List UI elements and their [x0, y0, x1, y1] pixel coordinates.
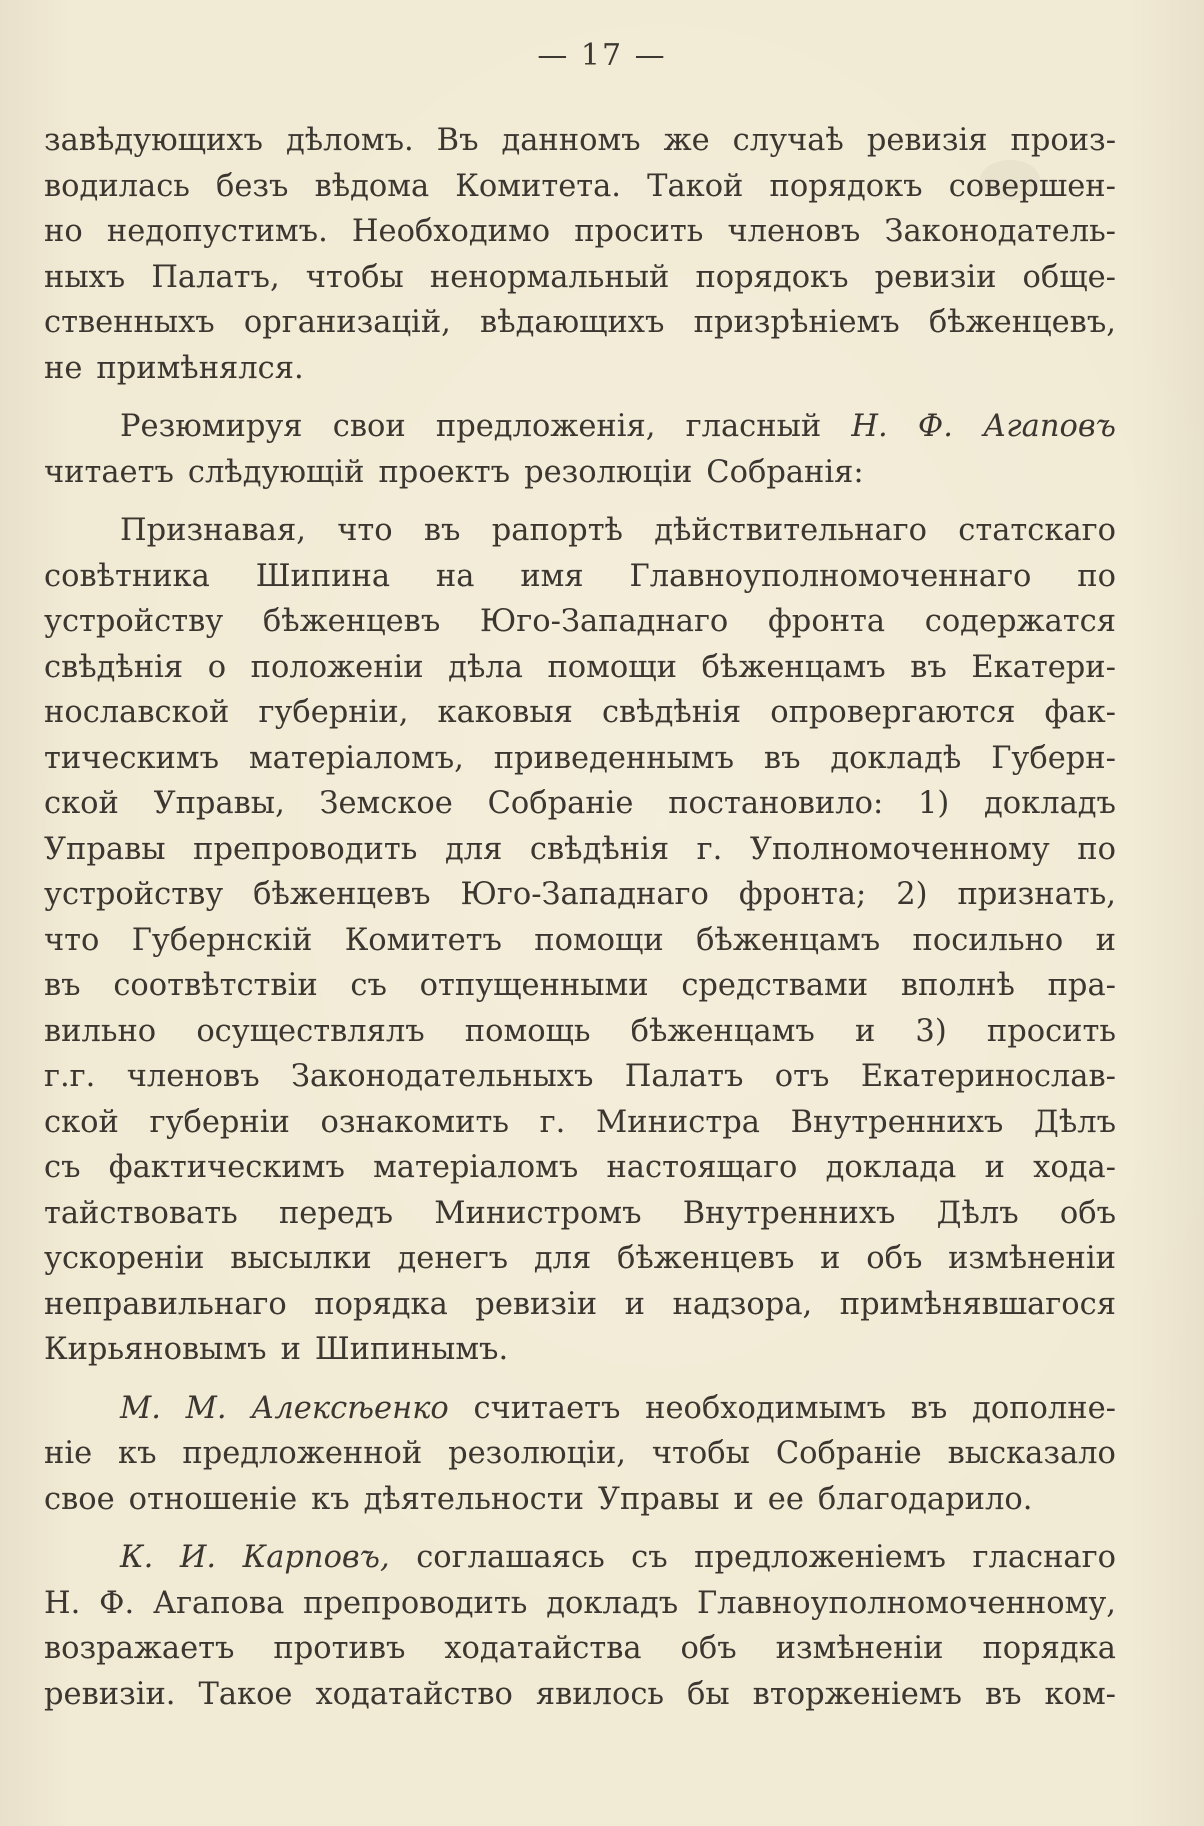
word: ее [767, 1481, 804, 1517]
word: Юго-Западнаго [460, 877, 709, 912]
word: имя [520, 558, 584, 594]
word: фронта; [738, 877, 867, 912]
speaker-name-word: Алексѣенко [251, 1390, 449, 1426]
word: по [1077, 558, 1116, 594]
word: что [44, 922, 100, 958]
word: губерніи [149, 1104, 290, 1140]
word: съ [350, 968, 387, 1003]
word: объ [866, 1241, 923, 1276]
text-line [44, 346, 1116, 392]
word: Екатери- [971, 649, 1116, 685]
text-line [44, 209, 1116, 255]
word: Кирьяновымъ [44, 1332, 267, 1367]
word: и [733, 1481, 754, 1517]
speaker-name-word: К. [120, 1540, 154, 1575]
word: соглашаясь [416, 1540, 605, 1575]
word: отпущенными [419, 968, 649, 1003]
word: ходатайство [315, 1676, 513, 1712]
word: Министра [596, 1104, 760, 1140]
word: дополне- [972, 1390, 1116, 1426]
word: Такой [647, 168, 744, 204]
word: положеніи [250, 649, 424, 685]
word: бѣженцевъ [253, 877, 431, 912]
word: высылки [230, 1241, 372, 1276]
word: средствами [681, 968, 869, 1003]
speaker-name-word: Н. [851, 409, 888, 444]
word: ственныхъ [44, 305, 215, 340]
text-line [44, 255, 1116, 301]
word: г.г. [44, 1059, 96, 1094]
word: препроводить [193, 831, 418, 867]
word: Дѣлъ [1034, 1104, 1116, 1140]
word: совершен- [948, 168, 1116, 204]
word: Уполномоченному [749, 831, 1050, 867]
text-line [44, 690, 1116, 736]
word: благодарило. [817, 1481, 1033, 1517]
word: опровергаются [770, 695, 1016, 730]
text-line [44, 118, 1116, 164]
word: въ [423, 513, 461, 548]
word: соотвѣтствіи [113, 968, 318, 1003]
word: ревизіи [475, 1286, 598, 1322]
text-line [44, 872, 1116, 918]
word: 2) [896, 877, 928, 912]
text-line [44, 1477, 1116, 1523]
text-line [44, 1431, 1116, 1477]
word: объ [1059, 1195, 1116, 1231]
word: Законодательныхъ [291, 1059, 594, 1094]
word: дѣятельности [363, 1481, 584, 1517]
word: Внутреннихъ [790, 1104, 1004, 1140]
text-line [44, 1327, 1116, 1373]
word: Юго-Западнаго [479, 604, 729, 639]
word: чтобы [651, 1436, 750, 1471]
word: признать, [957, 877, 1116, 912]
word: Резюмируя [120, 409, 303, 444]
word: ревизіи [874, 259, 997, 295]
word: Главноуполномоченнаго [629, 558, 1032, 594]
word: Законодатель- [884, 214, 1116, 249]
word: надзора, [672, 1286, 813, 1322]
word: ныхъ [44, 259, 126, 295]
text-line [44, 554, 1116, 600]
word: фактическимъ [108, 1150, 345, 1185]
word: Необходимо [351, 214, 551, 249]
word: рапортѣ [491, 513, 623, 548]
speaker-name-word: Карповъ, [242, 1540, 390, 1575]
word: обще- [1022, 259, 1116, 295]
word: свѣдѣнія [529, 831, 670, 867]
word: бѣженцамъ [696, 922, 881, 958]
word: Управы, [153, 786, 285, 821]
word: бы [687, 1676, 730, 1712]
word: недопустимъ. [106, 214, 328, 249]
word: предложеніемъ [694, 1540, 946, 1575]
paragraph-gap [44, 495, 1116, 508]
word: свое [44, 1481, 115, 1517]
word: порядокъ [695, 259, 849, 295]
text-line [44, 1386, 1116, 1432]
word: членовъ [727, 214, 861, 249]
word: Дѣлъ [936, 1195, 1019, 1231]
word: каковыя [437, 695, 573, 730]
word: вторженіемъ [752, 1676, 962, 1712]
word: о [207, 649, 227, 685]
word: докладъ [546, 1585, 679, 1621]
word: ской [44, 786, 119, 821]
word: пра- [1047, 968, 1116, 1003]
word: бѣженцамъ [630, 1013, 815, 1049]
word: по [1077, 831, 1116, 867]
word: и [1095, 922, 1116, 958]
word: Ф. [99, 1585, 135, 1621]
word: хода- [1033, 1150, 1116, 1185]
word: Собранія: [706, 454, 864, 490]
word: объ [680, 1631, 737, 1666]
text-line [44, 450, 1116, 496]
word: въ [44, 968, 81, 1003]
text-line [44, 918, 1116, 964]
word: свѣдѣнія [601, 695, 742, 730]
word: организацій, [243, 305, 451, 340]
word: и [984, 1150, 1005, 1185]
word: примѣнялся. [96, 350, 304, 386]
word: свои [332, 409, 406, 444]
word: ускореніи [44, 1241, 205, 1276]
word: Агапова [152, 1585, 285, 1621]
word: содержатся [924, 604, 1116, 639]
word: Министромъ [434, 1195, 642, 1231]
word: нославской [44, 695, 230, 730]
word: и [854, 1013, 876, 1049]
speaker-name-word: М. [185, 1390, 227, 1426]
word: Въ [436, 123, 479, 158]
word: фак- [1044, 695, 1116, 730]
word: помощи [547, 649, 677, 685]
speaker-name-word: Ф. [917, 409, 953, 444]
word: денегъ [397, 1241, 509, 1276]
word: устройству [44, 877, 224, 912]
word: ознакомить [320, 1104, 509, 1140]
word: ходатайства [444, 1631, 642, 1666]
text-line [44, 1100, 1116, 1146]
word: помощи [534, 922, 664, 958]
word: настоящаго [606, 1150, 798, 1185]
text-line [44, 645, 1116, 691]
word: гласный [685, 409, 822, 444]
word: 3) [915, 1013, 947, 1049]
word: и [820, 1241, 841, 1276]
speaker-name-word: М. [120, 1390, 161, 1426]
word: Земское [319, 786, 453, 821]
word: Собраніе [775, 1436, 922, 1471]
word: измѣненіи [775, 1631, 944, 1666]
word: призрѣніемъ [693, 305, 900, 340]
word: къ [311, 1481, 350, 1517]
text-line [44, 1626, 1116, 1672]
word: просить [986, 1013, 1116, 1049]
word: Шипинымъ. [314, 1332, 509, 1367]
word: слѣдующій [187, 454, 365, 490]
word: препроводить [303, 1585, 528, 1621]
word: Екатеринослав- [860, 1059, 1116, 1094]
text-line [44, 827, 1116, 873]
word: отъ [774, 1059, 830, 1094]
word: Собраніе [487, 786, 634, 821]
word: помощь [464, 1013, 591, 1049]
word: въ [910, 649, 947, 685]
word: гласнаго [972, 1540, 1116, 1575]
word: къ [118, 1436, 157, 1471]
word: произ- [1010, 123, 1116, 158]
word: данномъ [501, 123, 641, 158]
word: резолюціи, [448, 1436, 627, 1471]
word: дѣла [448, 649, 523, 685]
word: завѣдующихъ [44, 123, 263, 158]
word: постановило: [668, 786, 884, 821]
paragraph-gap [44, 1373, 1116, 1386]
word: Управы [44, 831, 166, 867]
word: порядка [982, 1631, 1116, 1666]
word: вильно [44, 1013, 157, 1049]
word: ревизія [866, 123, 988, 158]
word: Внутреннихъ [682, 1195, 896, 1231]
word: просить [574, 214, 704, 249]
word: членовъ [126, 1059, 260, 1094]
word: посильно [912, 922, 1064, 958]
word: ревизіи. [44, 1676, 176, 1712]
text-line [44, 1145, 1116, 1191]
word: порядка [314, 1286, 448, 1322]
word: измѣненіи [948, 1241, 1116, 1276]
speaker-name-word: И. [179, 1540, 217, 1575]
word: Комитета. [455, 168, 621, 204]
word: Признавая, [120, 513, 306, 548]
word: Такое [198, 1676, 293, 1712]
body-text [44, 118, 1116, 1717]
word: тическимъ [44, 740, 220, 776]
text-line [44, 1236, 1116, 1282]
word: вѣдома [314, 168, 430, 204]
word: считаетъ [473, 1390, 621, 1426]
word: Палатъ, [151, 259, 280, 295]
word: вполнѣ [900, 968, 1015, 1003]
word: Управы [597, 1481, 720, 1517]
word: ніе [44, 1436, 93, 1471]
word: проектъ [378, 454, 511, 490]
text-line [44, 1009, 1116, 1055]
text-line [44, 508, 1116, 554]
text-line [44, 1581, 1116, 1627]
word: Главноуполномоченному, [696, 1585, 1116, 1621]
word: 1) [917, 786, 950, 821]
paragraph-gap [44, 1522, 1116, 1535]
word: отношеніе [128, 1481, 298, 1517]
word: губерніи, [258, 695, 409, 730]
text-line [44, 781, 1116, 827]
text-line [44, 1191, 1116, 1237]
text-line [44, 736, 1116, 782]
text-line [44, 164, 1116, 210]
word: ненормальный [429, 259, 670, 295]
word: доклада [825, 1150, 957, 1185]
word: возражаетъ [44, 1631, 235, 1666]
word: бѣженцевъ [262, 604, 441, 639]
word: бѣженцамъ [701, 649, 886, 685]
word: матеріаломъ [373, 1150, 579, 1185]
word: приведеннымъ [493, 740, 734, 776]
word: вѣдающихъ [480, 305, 665, 340]
word: докладѣ [830, 740, 962, 776]
word: фронта [767, 604, 886, 639]
word: не [44, 350, 83, 386]
word: ской [44, 1104, 119, 1140]
word: устройству [44, 604, 224, 639]
word: статскаго [958, 513, 1116, 548]
paragraph-gap [44, 391, 1116, 404]
word: резолюціи [524, 454, 693, 490]
text-line [44, 963, 1116, 1009]
word: съ [631, 1540, 668, 1575]
word: г. [539, 1104, 566, 1140]
text-line [44, 1535, 1116, 1581]
text-line [44, 1054, 1116, 1100]
word: порядокъ [769, 168, 923, 204]
word: высказало [947, 1436, 1116, 1471]
word: водилась [44, 168, 190, 204]
word: же [663, 123, 710, 158]
word: безъ [216, 168, 289, 204]
word: въ [763, 740, 801, 776]
word: Палатъ [624, 1059, 744, 1094]
word: передъ [278, 1195, 394, 1231]
word: на [435, 558, 475, 594]
word: бѣженцевъ [616, 1241, 795, 1276]
word: съ [44, 1150, 81, 1185]
word: г. [696, 831, 723, 867]
text-line [44, 1282, 1116, 1328]
word: и [280, 1332, 301, 1367]
word: совѣтника [44, 558, 210, 594]
word: въ [984, 1676, 1022, 1712]
word: дѣломъ. [285, 123, 414, 158]
text-line [44, 1672, 1116, 1718]
word: матеріаломъ, [248, 740, 464, 776]
speaker-name-word: Агаповъ [983, 409, 1116, 444]
text-line [44, 599, 1116, 645]
word: что [337, 513, 393, 548]
word: и [624, 1286, 645, 1322]
word: Шипина [255, 558, 391, 594]
word: Н. [44, 1585, 81, 1621]
word: для [533, 1241, 592, 1276]
word: случаѣ [732, 123, 844, 158]
word: Губернскій [131, 922, 313, 958]
word: предложенной [182, 1436, 423, 1471]
word: чтобы [305, 259, 404, 295]
word: ком- [1044, 1676, 1116, 1712]
word: бѣженцевъ, [928, 305, 1116, 340]
word: необходимымъ [645, 1390, 887, 1426]
word: Комитетъ [344, 922, 502, 958]
word: противъ [273, 1631, 406, 1666]
text-line [44, 300, 1116, 346]
word: читаетъ [44, 454, 174, 490]
word: дѣйствительнаго [654, 513, 927, 548]
word: осуществлялъ [196, 1013, 425, 1049]
word: явилось [535, 1676, 665, 1712]
text-line [44, 404, 1116, 450]
word: докладъ [983, 786, 1116, 821]
word: Губерн- [991, 740, 1116, 776]
word: тайствовать [44, 1195, 238, 1231]
word: примѣнявшагося [839, 1286, 1116, 1322]
word: свѣдѣнія [44, 649, 184, 685]
word: но [44, 214, 83, 249]
word: неправильнаго [44, 1286, 287, 1322]
word: для [444, 831, 503, 867]
word: въ [910, 1390, 948, 1426]
word: предложенія, [435, 409, 656, 444]
page-number: — 17 — [537, 38, 667, 73]
